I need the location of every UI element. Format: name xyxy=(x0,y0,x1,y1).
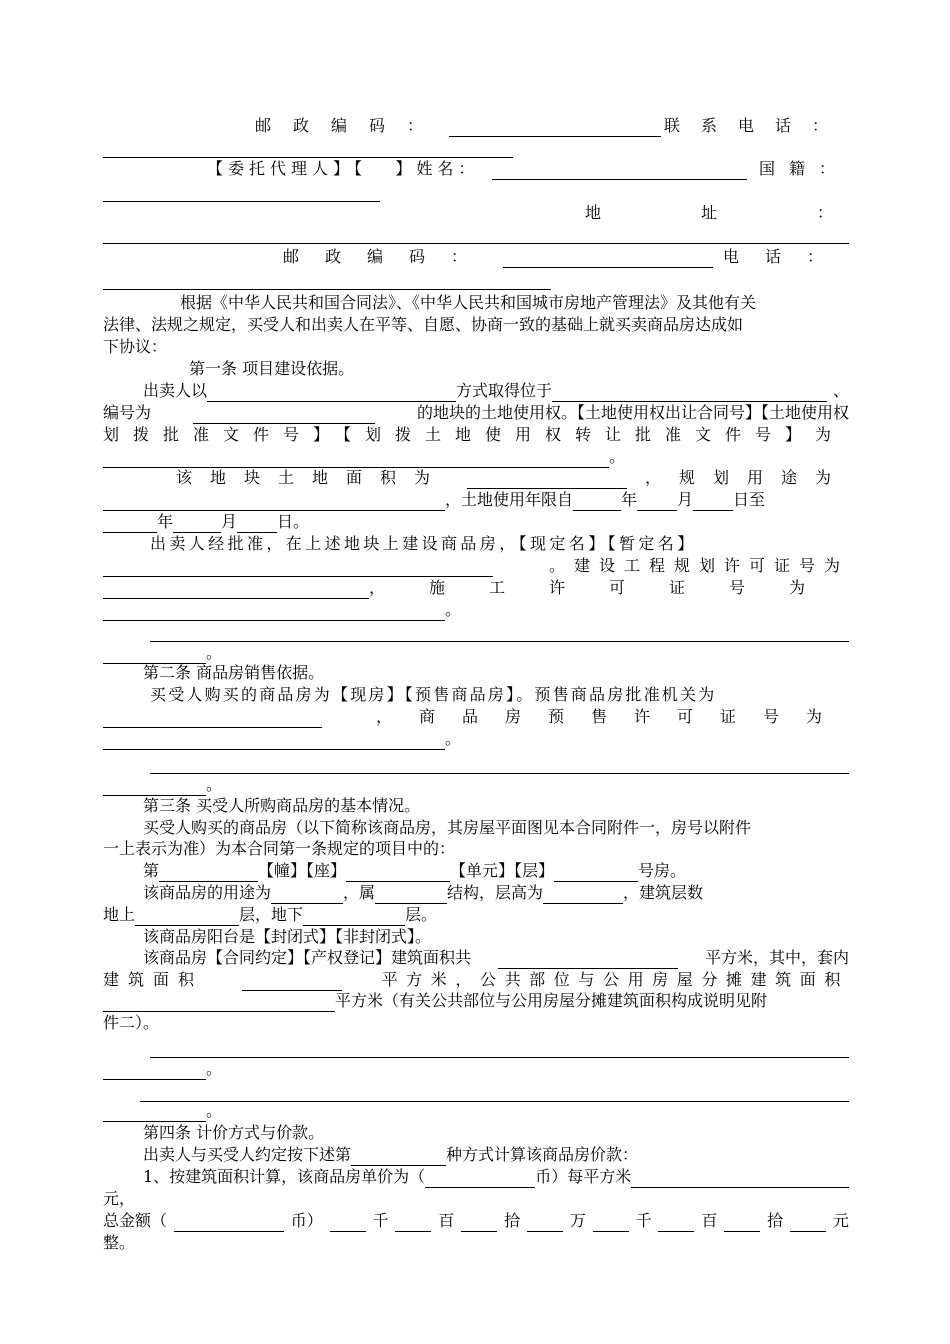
art4-line-5: 整。 xyxy=(103,1233,136,1252)
planning-permit-blank xyxy=(103,581,369,599)
amount-shi-wan-blank xyxy=(461,1214,497,1232)
art3-l8-a: 建筑面积 xyxy=(103,970,204,989)
postal-code-blank xyxy=(449,119,661,137)
preamble-line-2: 法律、法规之规定，买受人和出卖人在平等、自愿、协商一致的基础上就买卖商品房达成如 xyxy=(103,315,744,334)
unit-qian: 千 xyxy=(635,1211,652,1230)
art2-line-1 xyxy=(150,684,849,706)
building-number-blank xyxy=(159,864,258,882)
art3-l4-d: ，建筑层数 xyxy=(623,883,704,902)
art1-l11-end: 。 xyxy=(445,600,462,619)
phone-blank-2 xyxy=(103,272,551,290)
end-year-blank xyxy=(103,515,157,533)
postal-code-row xyxy=(255,115,849,137)
art1-line-10 xyxy=(103,577,849,599)
address-blank xyxy=(103,226,849,244)
agent-name-blank xyxy=(492,162,747,180)
art3-l11-end: 。 xyxy=(206,1059,223,1078)
article-1-title: 第一条 项目建设依据。 xyxy=(189,359,355,378)
unit-shi-wan: 拾 xyxy=(504,1211,521,1230)
currency-blank xyxy=(425,1170,535,1188)
art3-l5-c: 层。 xyxy=(405,905,438,924)
art3-l5-a: 地上 xyxy=(103,905,136,924)
start-day-blank xyxy=(693,493,733,511)
art2-line-3 xyxy=(103,728,849,750)
floors-above-blank xyxy=(135,908,239,926)
phone-blank-row xyxy=(103,136,849,158)
amount-shi-blank xyxy=(724,1214,760,1232)
art2-extra-blank-2 xyxy=(103,778,206,796)
art1-l7-day: 日。 xyxy=(277,512,310,531)
art1-line-5 xyxy=(176,467,849,489)
art3-l4-c: 结构，层高为 xyxy=(447,883,544,902)
art3-extra-blank-4 xyxy=(103,1104,206,1122)
art1-line-2 xyxy=(103,402,849,424)
art1-l6-day: 日至 xyxy=(733,490,766,509)
shared-area-blank xyxy=(103,994,335,1012)
art2-extra-blank-1 xyxy=(150,756,849,774)
postal-code-label-2: 邮政编码： xyxy=(283,247,494,266)
amount-bai-blank xyxy=(658,1214,694,1232)
art3-l4-a: 该商品房的用途为 xyxy=(143,883,272,902)
unit-blank xyxy=(346,864,450,882)
art4-line-4 xyxy=(103,1210,849,1232)
art3-l3-a: 第 xyxy=(143,861,160,880)
amount-bai-wan-blank xyxy=(395,1214,431,1232)
plot-number-blank xyxy=(193,406,375,424)
art3-extra-blank-1 xyxy=(150,1040,849,1058)
art1-line-extra-1 xyxy=(150,620,849,642)
art1-l7-year: 年 xyxy=(157,512,174,531)
art4-l4-b: 币） xyxy=(290,1211,323,1230)
unit-yuan: 元 xyxy=(832,1211,849,1230)
unit-price-blank xyxy=(631,1170,849,1188)
phone-label: 联系电话： xyxy=(663,116,849,135)
nationality-blank xyxy=(103,184,380,202)
art2-line-2 xyxy=(103,706,849,728)
art2-l2-b: ，商品房预售许可证号为 xyxy=(375,707,849,726)
art1-l10-b: ，施工许可证号为 xyxy=(368,578,849,597)
land-area-blank xyxy=(467,471,627,489)
phone-blank xyxy=(103,140,513,158)
art3-line-11 xyxy=(103,1058,849,1080)
postal-code-blank-2 xyxy=(503,250,713,268)
end-day-blank xyxy=(237,515,277,533)
art3-line-5 xyxy=(103,904,849,926)
art1-l6-month: 月 xyxy=(677,490,694,509)
building-area-blank xyxy=(498,951,678,969)
art3-extra-blank-2 xyxy=(103,1062,206,1080)
art1-l3: 划拨批准文件号】【划拨土地使用权转让批准文件号】为 xyxy=(103,425,846,444)
art1-l9-b: 。建设工程规划许可证号为 xyxy=(548,556,849,575)
preamble-line-3: 下协议： xyxy=(103,337,168,356)
agent-prefix: 【委托代理人】【 xyxy=(207,159,368,178)
floor-height-blank xyxy=(543,886,623,904)
art2-l4-end: 。 xyxy=(206,775,223,794)
art3-line-9 xyxy=(103,990,849,1012)
article-3-title: 第三条 买受人所购商品房的基本情况。 xyxy=(143,796,421,815)
art3-line-10: 件二）。 xyxy=(103,1013,160,1032)
amount-wan-blank xyxy=(527,1214,563,1232)
preamble-line-1: 根据《中华人民共和国合同法》、《中华人民共和国城市房地产管理法》及其他有关 xyxy=(180,293,757,312)
art1-l8: 出卖人经批准，在上述地块上建设商品房，【现定名】【暂定名】 xyxy=(150,534,697,553)
art1-line-7 xyxy=(103,511,849,533)
unit-wan: 万 xyxy=(569,1211,586,1230)
art4-l2-b: 币）每平方米 xyxy=(535,1167,632,1186)
art1-line-3 xyxy=(103,424,849,446)
amount-qian-wan-blank xyxy=(330,1214,366,1232)
art1-line-11 xyxy=(103,599,849,621)
art3-line-7 xyxy=(143,947,849,969)
project-name-blank xyxy=(103,559,493,577)
presale-authority-blank xyxy=(103,710,322,728)
inner-area-blank xyxy=(242,973,342,991)
postal-code-row-2 xyxy=(283,246,849,268)
art4-line-3: 元， xyxy=(103,1189,136,1208)
art1-extra-blank-1 xyxy=(150,624,849,642)
art1-line-4 xyxy=(103,446,849,468)
art3-line-extra-1 xyxy=(150,1036,849,1058)
article-2-title: 第二条 商品房销售依据。 xyxy=(143,663,325,682)
art2-l3-end: 。 xyxy=(445,729,462,748)
start-month-blank xyxy=(637,493,677,511)
art1-line-9 xyxy=(103,555,849,577)
total-currency-blank xyxy=(174,1214,284,1232)
postal-code-label: 邮政编码： xyxy=(255,116,446,135)
article-4-title: 第四条 计价方式与价款。 xyxy=(143,1123,325,1142)
art3-l5-b: 层，地下 xyxy=(239,905,304,924)
nationality-blank-row xyxy=(103,180,849,202)
pricing-method-blank xyxy=(351,1148,446,1166)
usage-blank xyxy=(271,886,343,904)
art1-l2-a: 编号为 xyxy=(103,403,152,422)
art4-l1-b: 种方式计算该商品房价款： xyxy=(446,1145,639,1164)
art1-line-12 xyxy=(103,642,849,664)
floors-below-blank xyxy=(303,908,405,926)
address-blank-row xyxy=(103,222,849,244)
art4-l2-a: 1、按建筑面积计算，该商品房单价为（ xyxy=(143,1167,426,1186)
art3-line-4 xyxy=(143,882,849,904)
unit-shi: 拾 xyxy=(767,1211,784,1230)
amount-yuan-blank xyxy=(790,1214,826,1232)
art1-line-1 xyxy=(143,380,849,402)
room-blank xyxy=(554,864,638,882)
art3-l9-b: 平方米（有关公共部位与公用房屋分摊建筑面积构成说明见附 xyxy=(335,991,768,1010)
art1-l1-b: 方式取得位于 xyxy=(456,381,553,400)
phone-blank-row-2 xyxy=(103,268,849,290)
art2-line-4 xyxy=(103,774,849,796)
art1-l1-c: 、 xyxy=(832,381,849,400)
planned-use-blank xyxy=(103,493,445,511)
address-row xyxy=(585,202,934,224)
structure-blank xyxy=(375,886,447,904)
art3-line-12 xyxy=(103,1100,849,1122)
art3-line-2: 一上表示为准）为本合同第一条规定的项目中的： xyxy=(103,839,456,858)
phone-label-2: 电话： xyxy=(722,247,849,266)
art3-line-8 xyxy=(103,969,849,991)
presale-permit-blank xyxy=(103,732,445,750)
art1-l5-a: 该地块土地面积为 xyxy=(176,468,449,487)
art3-l12-end: 。 xyxy=(206,1101,223,1120)
art1-l7-month: 月 xyxy=(221,512,238,531)
art3-line-6: 该商品房阳台是【封闭式】【非封闭式】。 xyxy=(143,927,432,946)
art1-l4-end: 。 xyxy=(609,447,626,466)
art1-l6-a: ，土地使用年限自 xyxy=(445,490,574,509)
start-year-blank xyxy=(573,493,621,511)
art3-l3-c: 【单元】【层】 xyxy=(450,861,555,880)
art3-l4-b: ，属 xyxy=(343,883,376,902)
art3-l7-b: 平方米，其中，套内 xyxy=(704,948,849,967)
art2-l1: 买受人购买的商品房为【现房】【预售商品房】。预售商品房批准机关为 xyxy=(150,685,717,704)
art3-l7-a: 该商品房【合同约定】【产权登记】建筑面积共 xyxy=(143,948,472,967)
art3-line-extra-3 xyxy=(140,1080,849,1102)
art1-l2-b: 的地块的土地使用权。【土地使用权出让合同号】【土地使用权 xyxy=(416,403,849,422)
art2-line-extra xyxy=(150,752,849,774)
art1-line-6 xyxy=(103,489,849,511)
land-location-blank xyxy=(552,384,827,402)
art4-line-2 xyxy=(143,1166,849,1188)
amount-qian-blank xyxy=(593,1214,629,1232)
art1-line-8 xyxy=(150,533,849,555)
art4-l1-a: 出卖人与买受人约定按下述第 xyxy=(143,1145,352,1164)
agent-suffix: 】姓名： xyxy=(395,159,480,178)
agent-row xyxy=(207,158,849,180)
art4-line-1 xyxy=(143,1144,849,1166)
art4-l4-a: 总金额（ xyxy=(103,1211,168,1230)
address-label: 地址： xyxy=(585,203,934,222)
art1-l12-end: 。 xyxy=(206,643,223,662)
unit-bai: 百 xyxy=(701,1211,718,1230)
construction-permit-blank xyxy=(103,603,445,621)
art1-l1-a: 出卖人以 xyxy=(143,381,208,400)
unit-bai-wan: 百 xyxy=(438,1211,455,1230)
art1-l6-year: 年 xyxy=(621,490,638,509)
land-method-blank xyxy=(207,384,456,402)
art3-line-1: 买受人购买的商品房（以下简称该商品房，其房屋平面图见本合同附件一，房号以附件 xyxy=(143,818,752,837)
nationality-label: 国籍： xyxy=(758,159,849,178)
art3-l3-d: 号房。 xyxy=(638,861,687,880)
approval-doc-blank xyxy=(103,450,609,468)
art3-line-3 xyxy=(143,860,849,882)
end-month-blank xyxy=(173,515,221,533)
art3-l3-b: 【幢】【座】 xyxy=(258,861,347,880)
art3-l8-b: 平方米，公共部位与公用房屋分摊建筑面积 xyxy=(381,970,849,989)
unit-qian-wan: 千 xyxy=(372,1211,389,1230)
art1-l5-b: ，规划用途为 xyxy=(644,468,849,487)
